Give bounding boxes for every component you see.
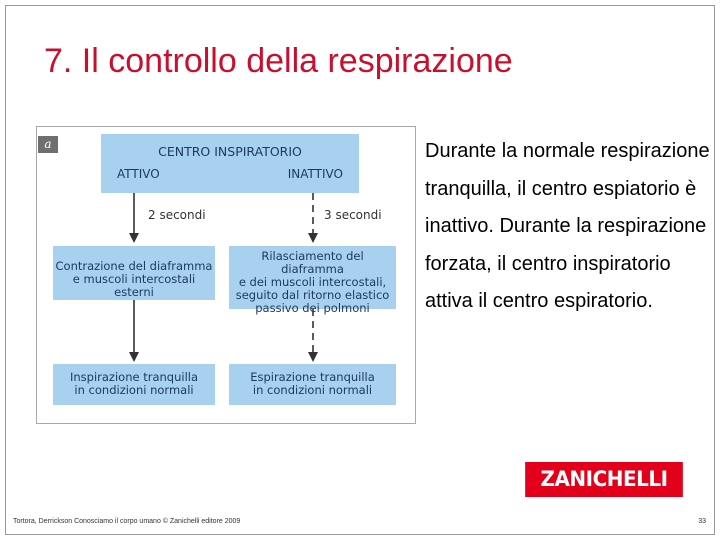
slide-title: 7. Il controllo della respirazione xyxy=(44,42,513,80)
footer-citation: Tortora, Derrickson Conosciamo il corpo umano © Zanichelli editore 2009 xyxy=(13,518,241,525)
relaxation-line-2: e dei muscoli intercostali, xyxy=(238,275,387,289)
quiet-inspiration-line-2: in condizioni normali xyxy=(74,383,194,397)
arrowhead-left-top xyxy=(129,233,139,243)
relaxation-line-4: passivo dei polmoni xyxy=(255,301,370,315)
quiet-inspiration-box xyxy=(53,364,215,405)
arrowhead-right-bottom xyxy=(308,352,318,362)
relaxation-line-3: seguito dal ritorno elastico xyxy=(235,288,390,302)
quiet-expiration-line-1: Espirazione tranquilla xyxy=(250,370,375,384)
panel-label: a xyxy=(38,136,58,153)
contraction-box xyxy=(53,246,215,300)
contraction-line-2: e muscoli intercostali esterni xyxy=(72,272,196,299)
contraction-line-1: Contrazione del diaframma xyxy=(55,259,213,273)
quiet-expiration-box xyxy=(229,364,396,405)
quiet-inspiration-line-1: Inspirazione tranquilla xyxy=(69,370,199,384)
delay-right-label: 3 secondi xyxy=(324,208,382,222)
arrowhead-left-bottom xyxy=(129,352,139,362)
relaxation-box xyxy=(229,246,396,315)
delay-left-label: 2 secondi xyxy=(148,208,206,222)
quiet-expiration-line-2: in condizioni normali xyxy=(252,383,373,397)
relaxation-line-1: Rilasciamento del diaframma xyxy=(261,249,364,276)
slide-body-text: Durante la normale respirazione tranquilla, il centro espiatorio è inattivo. Durante la respirazione forzata, il centro inspiratorio attiva il centro espiratorio. xyxy=(425,140,710,312)
zanichelli-logo: ZANICHELLI xyxy=(525,462,683,497)
centre-title: CENTRO INSPIRATORIO xyxy=(158,144,302,159)
arrowhead-right-top xyxy=(308,233,318,243)
centre-inspiratory-box xyxy=(101,134,359,193)
centre-inactive-label: INATTIVO xyxy=(287,167,343,181)
respiration-diagram xyxy=(36,126,416,424)
page-number: 33 xyxy=(698,518,706,525)
centre-active-label: ATTIVO xyxy=(117,167,160,181)
